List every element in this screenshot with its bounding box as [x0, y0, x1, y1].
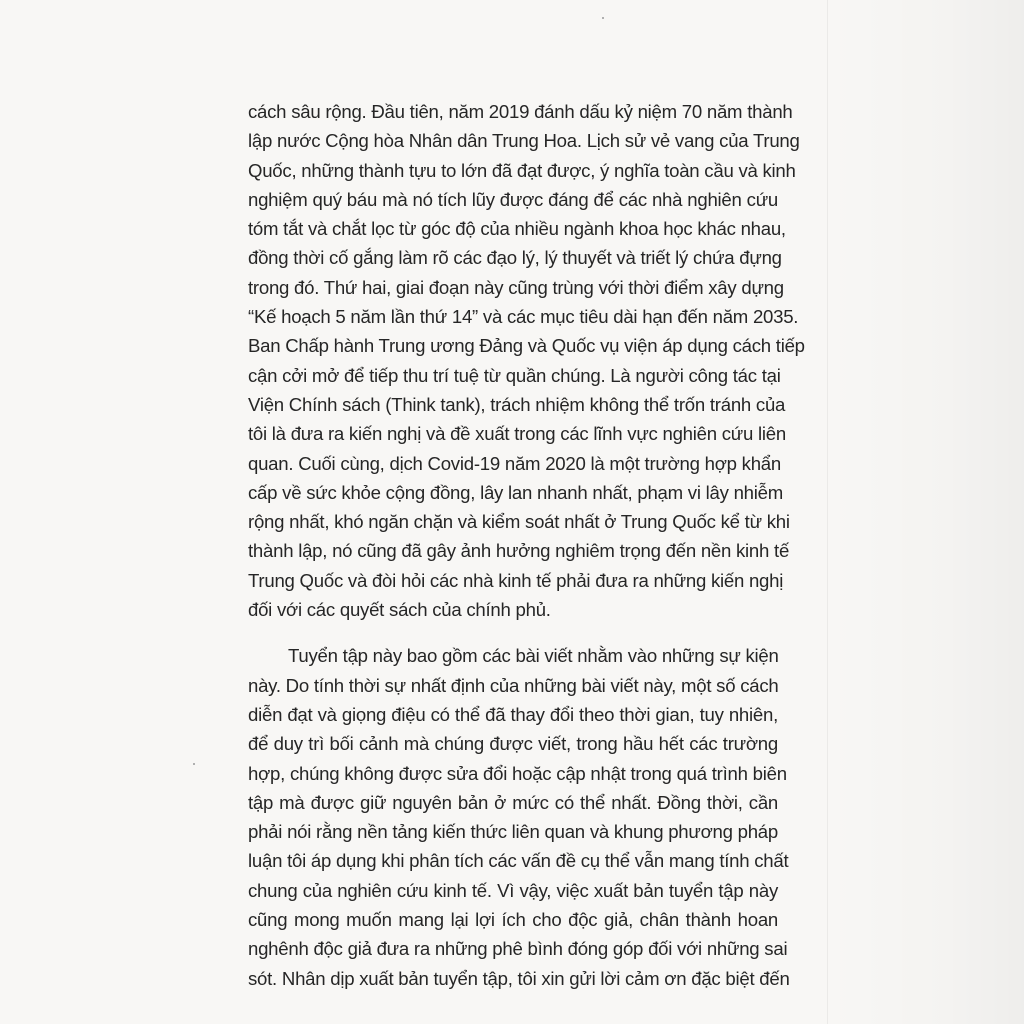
text-line: Trung Quốc và đòi hỏi các nhà kinh tế phải đưa ra những kiến nghị [248, 569, 784, 591]
text-line: Tuyển tập này bao gồm các bài viết nhằm vào những sự kiện [288, 645, 779, 667]
text-line: cận cởi mở để tiếp thu trí tuệ từ quần chúng. Là người công tác tại [248, 364, 781, 386]
page-fold-line [827, 0, 828, 1024]
paper-speck [602, 17, 604, 19]
page-edge-shadow [824, 0, 1024, 1024]
text-line: quan. Cuối cùng, dịch Covid-19 năm 2020 là một trường hợp khẩn [248, 452, 781, 474]
text-line: tập mà được giữ nguyên bản ở mức có thể nhất. Đồng thời, cần [248, 791, 778, 813]
text-line: rộng nhất, khó ngăn chặn và kiểm soát nhất ở Trung Quốc kể từ khi [248, 511, 790, 533]
text-line: hợp, chúng không được sửa đổi hoặc cập nhật trong quá trình biên [248, 762, 787, 784]
paper-speck [193, 763, 195, 765]
text-line: để duy trì bối cảnh mà chúng được viết, trong hầu hết các trường [248, 733, 778, 755]
text-line: cách sâu rộng. Đầu tiên, năm 2019 đánh dấu kỷ niệm 70 năm thành [248, 101, 793, 122]
paragraph-gap [248, 624, 778, 641]
text-line: tôi là đưa ra kiến nghị và đề xuất trong các lĩnh vực nghiên cứu liên [248, 423, 786, 445]
text-line: Viện Chính sách (Think tank), trách nhiệm không thể trốn tránh của [248, 393, 786, 415]
text-line: Ban Chấp hành Trung ương Đảng và Quốc vụ viện áp dụng cách tiếp [248, 335, 805, 357]
text-line: Quốc, những thành tựu to lớn đã đạt được, ý nghĩa toàn cầu và kinh [248, 159, 796, 181]
text-line: sót. Nhân dịp xuất bản tuyển tập, tôi xin gửi lời cảm ơn đặc biệt đến [248, 967, 790, 989]
text-line: cũng mong muốn mang lại lợi ích cho độc giả, chân thành hoan [248, 909, 778, 931]
text-line: tóm tắt và chắt lọc từ góc độ của nhiều ngành khoa học khác nhau, [248, 218, 786, 240]
paragraph-1 [248, 97, 805, 624]
text-line: luận tôi áp dụng khi phân tích các vấn đề cụ thể vẫn mang tính chất [248, 850, 789, 872]
body-text [248, 97, 805, 993]
text-line: diễn đạt và giọng điệu có thể đã thay đổi theo thời gian, tuy nhiên, [248, 703, 778, 725]
paragraph-2 [248, 641, 790, 993]
text-line: trong đó. Thứ hai, giai đoạn này cũng trùng với thời điểm xây dựng [248, 276, 784, 298]
text-line: nghênh độc giả đưa ra những phê bình đóng góp đối với những sai [248, 938, 788, 960]
text-line: nghiệm quý báu mà nó tích lũy được đáng để các nhà nghiên cứu [248, 188, 778, 210]
text-line: cấp về sức khỏe cộng đồng, lây lan nhanh nhất, phạm vi lây nhiễm [248, 481, 783, 503]
text-line: thành lập, nó cũng đã gây ảnh hưởng nghiêm trọng đến nền kinh tế [248, 540, 790, 562]
text-line: “Kế hoạch 5 năm lần thứ 14” và các mục tiêu dài hạn đến năm 2035. [248, 306, 799, 328]
text-line: phải nói rằng nền tảng kiến thức liên quan và khung phương pháp [248, 821, 778, 843]
text-line: chung của nghiên cứu kinh tế. Vì vậy, việc xuất bản tuyển tập này [248, 879, 778, 901]
text-line: này. Do tính thời sự nhất định của những bài viết này, một số cách [248, 674, 779, 696]
text-line: đối với các quyết sách của chính phủ. [248, 599, 551, 621]
text-line: đồng thời cố gắng làm rõ các đạo lý, lý thuyết và triết lý chứa đựng [248, 247, 782, 269]
text-line: lập nước Cộng hòa Nhân dân Trung Hoa. Lịch sử vẻ vang của Trung [248, 130, 800, 152]
